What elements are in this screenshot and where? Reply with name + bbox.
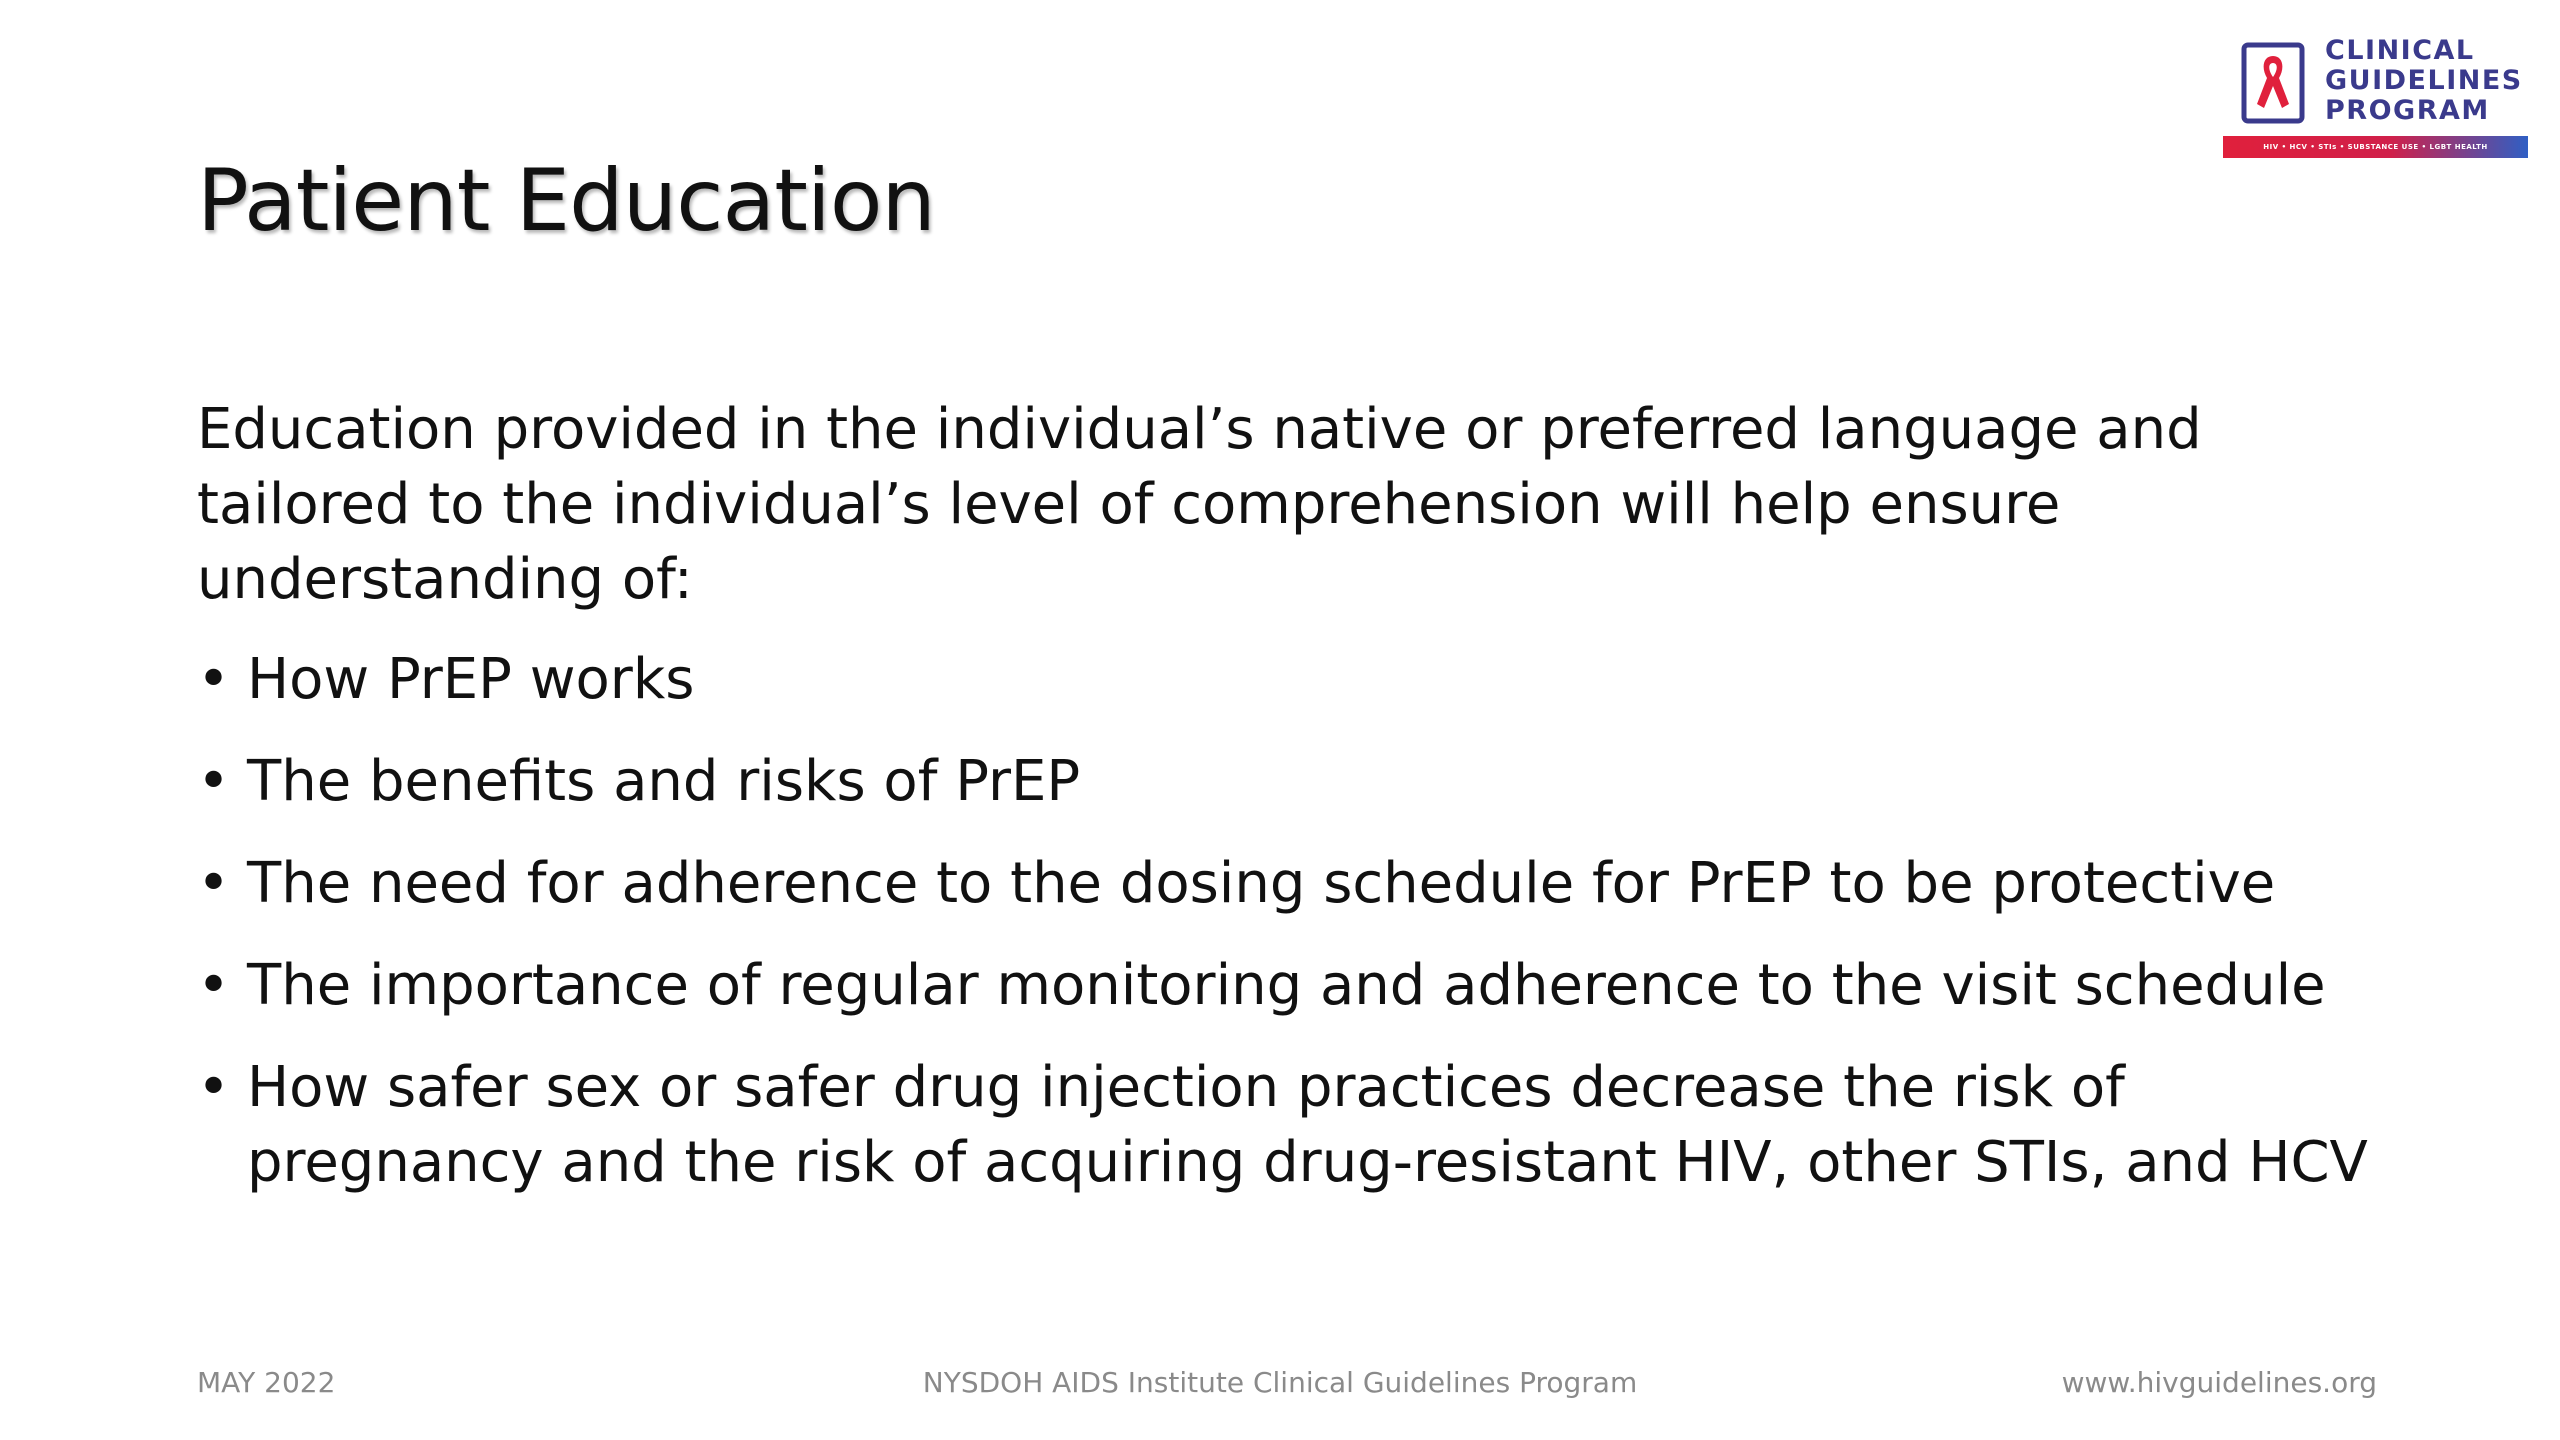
red-ribbon-icon <box>2241 42 2305 124</box>
logo-wordmark <box>2325 36 2523 126</box>
bullet-glyph: • <box>197 749 231 814</box>
bullet-glyph: • <box>197 953 231 1018</box>
bullet-text: The need for adherence to the dosing schedule for PrEP to be protective <box>247 851 2276 916</box>
footer-website: www.hivguidelines.org <box>2061 1366 2377 1399</box>
list-item <box>197 846 2417 921</box>
logo-tagline-bar: HIV • HCV • STIs • SUBSTANCE USE • LGBT HEALTH <box>2223 136 2528 158</box>
bullet-text: The benefits and risks of PrEP <box>247 749 1081 814</box>
bullet-glyph: • <box>197 647 231 712</box>
list-item <box>197 642 2417 717</box>
list-item <box>197 948 2417 1023</box>
bullet-text: The importance of regular monitoring and adherence to the visit schedule <box>247 953 2326 1018</box>
bullet-glyph: • <box>197 851 231 916</box>
bullet-text: How PrEP works <box>247 647 695 712</box>
footer-date: MAY 2022 <box>197 1366 336 1399</box>
bullet-glyph: • <box>197 1055 231 1120</box>
list-item <box>197 744 2417 819</box>
bullet-text: How safer sex or safer drug injection practices decrease the risk of pregnancy and the risk of acquiring drug-resistant HIV, other STIs, and HCV <box>247 1055 2368 1195</box>
footer-program: NYSDOH AIDS Institute Clinical Guidelines Program <box>922 1366 1638 1399</box>
logo-line-clinical: CLINICAL <box>2325 35 2475 66</box>
list-item <box>197 1050 2417 1200</box>
logo-line-program: PROGRAM <box>2325 95 2490 126</box>
logo-line-guidelines: GUIDELINES <box>2325 65 2523 96</box>
intro-paragraph: Education provided in the individual’s native or preferred language and tailored to the individual’s level of comprehension will help ensure understanding of: <box>197 397 2202 612</box>
clinical-guidelines-logo <box>2223 36 2533 160</box>
bullet-list <box>197 642 2417 1227</box>
slide-title: Patient Education <box>197 151 935 251</box>
